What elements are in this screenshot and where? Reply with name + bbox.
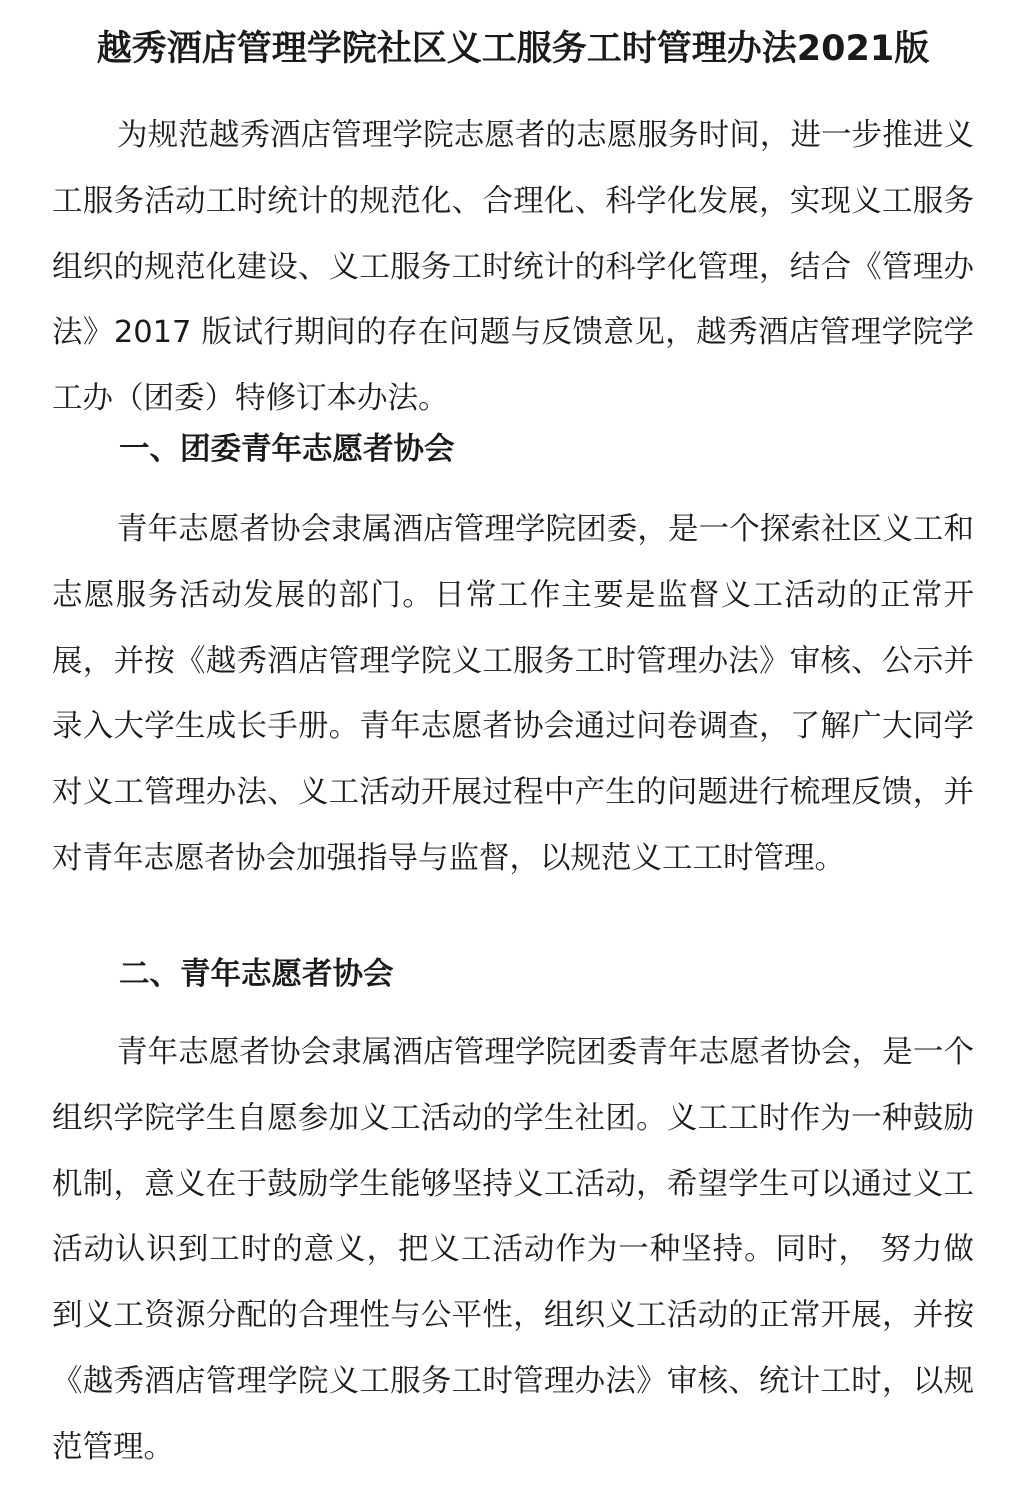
section-2-heading: 二、青年志愿者协会 — [119, 957, 394, 992]
intro-paragraph: 为规范越秀酒店管理学院志愿者的志愿服务时间，进一步推进义工服务活动工时统计的规范化、合理化、科学化发展，实现义工服务组织的规范化建设、义工服务工时统计的科学化管理，结合《管理办法》2017 版试行期间的存在问题与反馈意见，越秀酒店管理学院学工办（团委）特修订本办法。 — [52, 118, 974, 417]
section-2-paragraph: 青年志愿者协会隶属酒店管理学院团委青年志愿者协会，是一个组织学院学生自愿参加义工活动的学生社团。义工工时作为一种鼓励机制，意义在于鼓励学生能够坚持义工活动，希望学生可以通过义工活动认识到工时的意义，把义工活动作为一种坚持。同时， 努力做到义工资源分配的合理性与公平性，组织义工活动的正常开展，并按《越秀酒店管理学院义工服务工时管理办法》审核、统计工时，以规范管理。 — [52, 1035, 974, 1465]
document-title: 越秀酒店管理学院社区义工服务工时管理办法2021版 — [96, 29, 930, 70]
section-1-paragraph: 青年志愿者协会隶属酒店管理学院团委，是一个探索社区义工和志愿服务活动发展的部门。日常工作主要是监督义工活动的正常开展，并按《越秀酒店管理学院义工服务工时管理办法》审核、公示并录入大学生成长手册。青年志愿者协会通过问卷调查，了解广大同学对义工管理办法、义工活动开展过程中产生的问题进行梳理反馈，并对青年志愿者协会加强指导与监督，以规范义工工时管理。 — [52, 512, 974, 876]
section-1-heading: 一、团委青年志愿者协会 — [119, 432, 455, 467]
